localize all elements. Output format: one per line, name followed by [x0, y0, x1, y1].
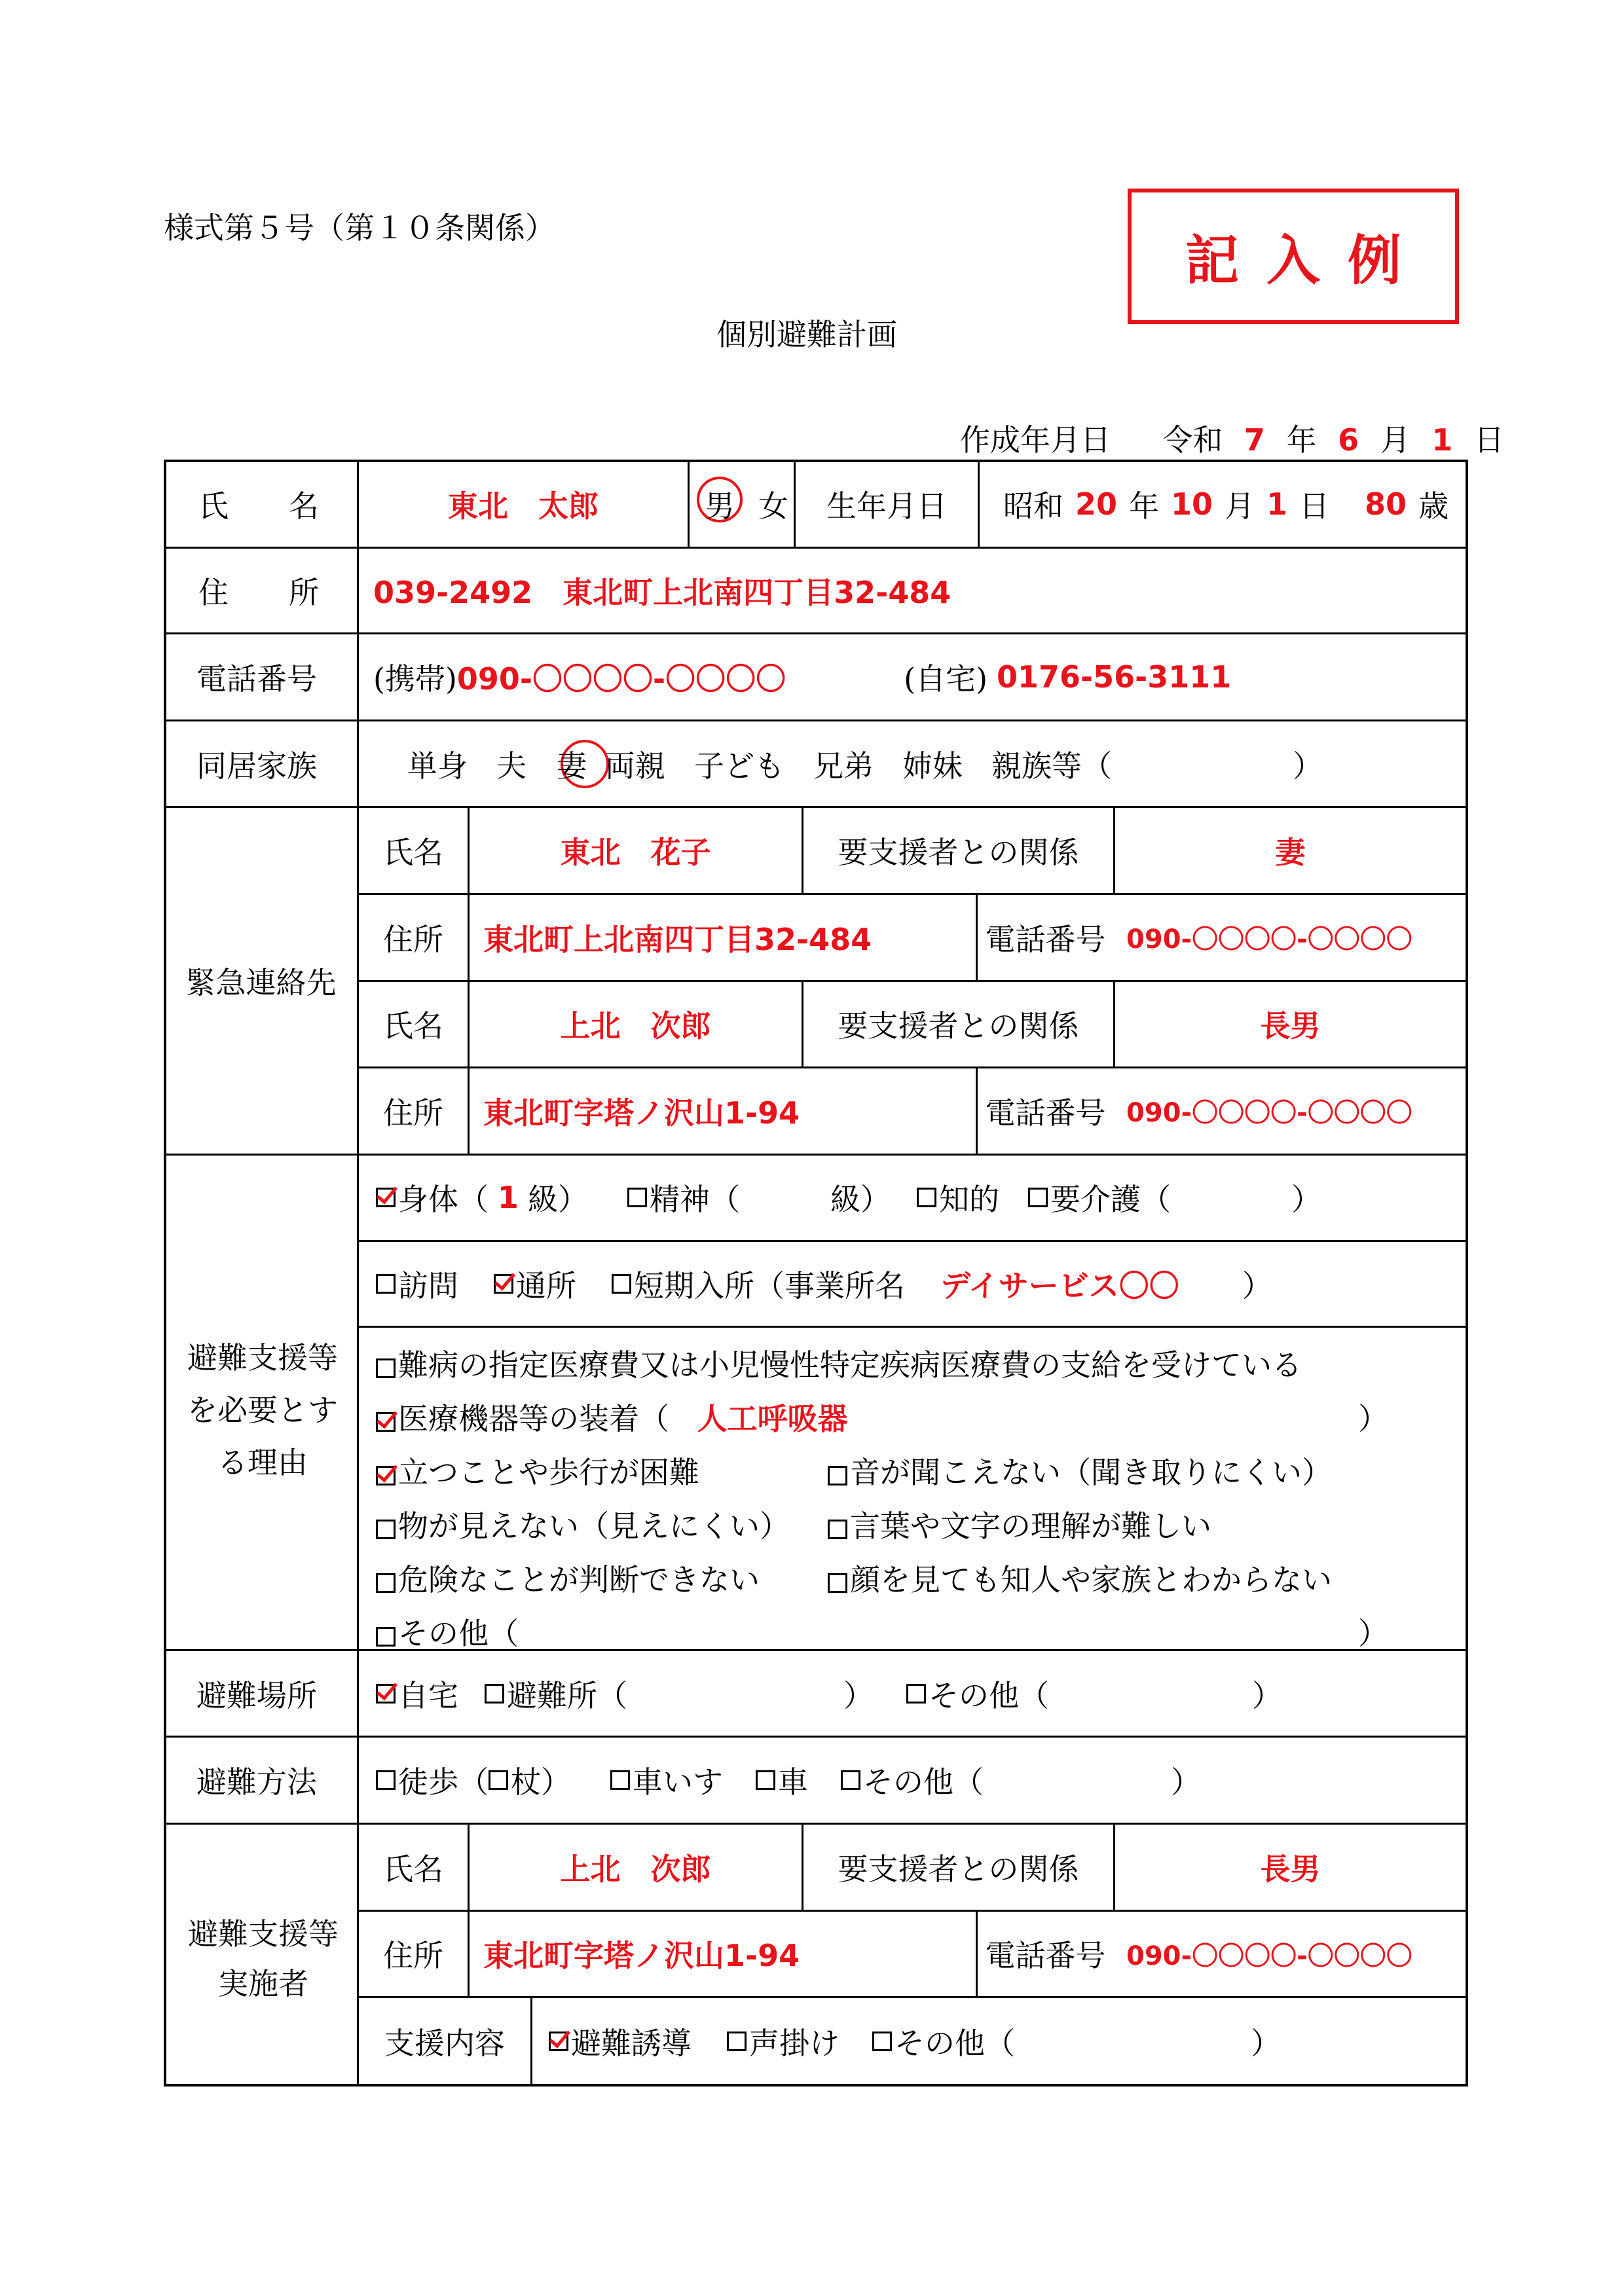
emergency-name-label-2: 氏名	[383, 1008, 443, 1044]
supporter-phone[interactable]: 090-〇〇〇〇-〇〇〇〇	[1126, 1941, 1412, 1971]
recognition-checkbox[interactable]	[828, 1573, 847, 1593]
physical-unit: 級）	[528, 1182, 589, 1217]
supporter-phone-label: 電話番号	[985, 1938, 1106, 1973]
emergency-relation-label: 要支援者との関係	[838, 834, 1079, 870]
birth-year-unit: 年	[1129, 488, 1160, 524]
name-label: 氏 名	[198, 488, 319, 524]
supporter-name-label: 氏名	[383, 1851, 443, 1887]
emergency-2-name[interactable]: 上北 次郎	[560, 1008, 711, 1044]
supporter-label-line-1: 避難支援等	[188, 1916, 339, 1952]
support-content-label: 支援内容	[384, 2025, 505, 2061]
address-label: 住 所	[198, 575, 319, 610]
family-options	[407, 721, 1323, 807]
car-checkbox[interactable]	[756, 1770, 775, 1790]
emergency-name-label: 氏名	[383, 834, 443, 870]
created-date-label: 作成年月日	[960, 422, 1111, 458]
supporter-label	[172, 1909, 355, 2009]
method-other-label: その他（	[863, 1764, 984, 1800]
visit-label: 訪問	[398, 1268, 458, 1303]
mobile-label: (携帯)	[373, 661, 457, 697]
family-parents[interactable]: 両親	[605, 748, 665, 784]
care-checkbox[interactable]	[1028, 1188, 1048, 1207]
emergency-phone-label-2: 電話番号	[985, 1095, 1106, 1131]
emergency-1-name[interactable]: 東北 花子	[560, 834, 711, 870]
danger-label: 危険なことが判断できない	[398, 1562, 760, 1597]
reason-label	[177, 1332, 348, 1489]
cane-label: 杖）	[511, 1764, 571, 1800]
sex-male[interactable]: 男	[705, 488, 735, 524]
age[interactable]: 80	[1365, 486, 1407, 522]
family-single[interactable]: 単身	[407, 748, 468, 784]
emergency-2-phone[interactable]: 090-〇〇〇〇-〇〇〇〇	[1126, 1098, 1412, 1128]
family-brothers[interactable]: 兄弟	[813, 748, 874, 784]
name-value[interactable]: 東北 太郎	[448, 488, 599, 524]
family-children[interactable]: 子ども	[694, 748, 784, 784]
danger-checkbox[interactable]	[376, 1573, 396, 1593]
device-checkbox[interactable]	[376, 1412, 396, 1432]
place-home-label: 自宅	[398, 1677, 458, 1713]
call-label: 声掛け	[749, 2025, 840, 2061]
emergency-2-relation[interactable]: 長男	[1260, 1008, 1321, 1044]
language-checkbox[interactable]	[828, 1520, 847, 1539]
wheelchair-label: 車いす	[633, 1764, 723, 1800]
birth-era: 昭和	[1003, 488, 1063, 524]
age-unit: 歳	[1418, 488, 1449, 524]
guide-checkbox[interactable]	[549, 2032, 568, 2051]
reason-item-row-3	[376, 1553, 1456, 1607]
reason-item-row-2	[376, 1499, 1456, 1553]
family-relatives[interactable]: 親族等（ ）	[991, 748, 1323, 784]
phone-values	[373, 634, 1231, 720]
method-other-close: ）	[1171, 1764, 1201, 1800]
emergency-label: 緊急連絡先	[185, 965, 337, 1000]
place-label: 避難場所	[196, 1677, 317, 1713]
birth-label: 生年月日	[826, 488, 947, 524]
reason-other-close: ）	[1358, 1616, 1388, 1651]
place-shelter-close: ）	[843, 1677, 874, 1713]
form-number: 様式第５号（第１０条関係）	[164, 210, 555, 246]
place-shelter-label: 避難所（	[507, 1677, 627, 1713]
intractable-row	[376, 1338, 1456, 1392]
created-date-era: 令和	[1162, 422, 1223, 458]
car-label: 車	[778, 1764, 808, 1800]
mental-label: 精神（ 級）	[650, 1182, 891, 1217]
created-date-year[interactable]: 7	[1244, 422, 1265, 458]
home-label: (自宅)	[904, 661, 988, 697]
place-other-checkbox[interactable]	[906, 1684, 926, 1704]
supporter-name[interactable]: 上北 次郎	[560, 1851, 711, 1887]
supporter-address[interactable]: 東北町字塔ノ沢山1-94	[483, 1938, 800, 1973]
emergency-phone-label: 電話番号	[985, 921, 1106, 957]
year-unit: 年	[1286, 422, 1317, 458]
family-wife[interactable]: 妻	[557, 748, 587, 784]
walking-label: 立つことや歩行が困難	[398, 1455, 699, 1490]
hearing-checkbox[interactable]	[828, 1466, 847, 1485]
support-content-row	[549, 1997, 1281, 2085]
vision-label: 物が見えない（見えにくい）	[398, 1508, 790, 1544]
support-other-close: ）	[1251, 2025, 1281, 2061]
reason-label-line-3: る理由	[217, 1445, 308, 1480]
physical-label: 身体（	[398, 1182, 489, 1217]
shortstay-label: 短期入所（事業所名	[634, 1268, 905, 1303]
intellectual-checkbox[interactable]	[917, 1188, 936, 1207]
intractable-label: 難病の指定医療費又は小児慢性特定疾病医療費の支給を受けている	[398, 1347, 1302, 1383]
support-other-label: その他（	[895, 2025, 1015, 2061]
intellectual-label: 知的	[939, 1182, 1000, 1217]
method-label: 避難方法	[196, 1764, 317, 1800]
created-date-month[interactable]: 6	[1338, 422, 1359, 458]
emergency-2-address[interactable]: 東北町字塔ノ沢山1-94	[483, 1095, 800, 1131]
mental-checkbox[interactable]	[627, 1188, 647, 1207]
supporter-label-line-2: 実施者	[218, 1966, 308, 2001]
home-value[interactable]: 0176-56-3111	[997, 659, 1232, 695]
device-row	[376, 1392, 1456, 1446]
intractable-checkbox[interactable]	[376, 1358, 396, 1378]
mobile-value[interactable]: 090-〇〇〇〇-〇〇〇〇	[456, 661, 786, 697]
birth-date	[1003, 461, 1449, 547]
device-close: ）	[1358, 1401, 1388, 1436]
created-date-day[interactable]: 1	[1431, 422, 1453, 458]
supporter-relation[interactable]: 長男	[1260, 1851, 1321, 1887]
reason-other-label: その他（	[398, 1616, 519, 1651]
birth-year[interactable]: 20	[1075, 486, 1118, 522]
month-unit: 月	[1380, 422, 1411, 458]
reason-label-line-1: 避難支援等	[187, 1340, 338, 1376]
walk-label: 徒歩（	[398, 1764, 489, 1800]
recognition-label: 顔を見ても知人や家族とわからない	[850, 1562, 1332, 1597]
supporter-relation-label: 要支援者との関係	[838, 1851, 1079, 1887]
sex-female[interactable]: 女	[758, 488, 788, 524]
device-label: 医療機器等の装着（	[398, 1401, 669, 1436]
wheelchair-checkbox[interactable]	[610, 1770, 630, 1790]
page-title: 個別避難計画	[716, 317, 897, 352]
birth-month-unit: 月	[1225, 488, 1255, 524]
place-row	[376, 1650, 1463, 1736]
created-date	[960, 416, 1504, 460]
method-row	[376, 1737, 1201, 1823]
day-unit: 日	[1474, 422, 1505, 458]
place-home-checkbox[interactable]	[376, 1684, 396, 1704]
shortstay-checkbox[interactable]	[612, 1274, 631, 1294]
daycare-label: 通所	[516, 1268, 576, 1303]
place-other-label: その他（	[929, 1677, 1049, 1713]
facility-close: ）	[1242, 1268, 1272, 1303]
reason-other-checkbox[interactable]	[376, 1627, 396, 1647]
services-row	[376, 1241, 1272, 1326]
physical-grade[interactable]: 1	[498, 1180, 519, 1215]
walking-checkbox[interactable]	[376, 1466, 396, 1485]
birth-day[interactable]: 1	[1266, 486, 1288, 522]
place-shelter-checkbox[interactable]	[485, 1684, 504, 1704]
daycare-checkbox[interactable]	[494, 1274, 513, 1294]
family-husband[interactable]: 夫	[496, 748, 526, 784]
cane-checkbox[interactable]	[489, 1770, 508, 1790]
emergency-relation-label-2: 要支援者との関係	[838, 1008, 1079, 1044]
supporter-address-label: 住所	[383, 1938, 443, 1973]
hearing-label: 音が聞こえない（聞き取りにくい）	[850, 1455, 1332, 1490]
reason-item-row-1	[376, 1446, 1456, 1499]
emergency-1-address[interactable]: 東北町上北南四丁目32-484	[483, 921, 872, 957]
visit-checkbox[interactable]	[376, 1274, 396, 1294]
guide-label: 避難誘導	[571, 2025, 692, 2061]
method-other-checkbox[interactable]	[841, 1770, 860, 1790]
birth-month[interactable]: 10	[1171, 486, 1213, 522]
phone-label: 電話番号	[196, 661, 317, 697]
place-other-close: ）	[1252, 1677, 1282, 1713]
disability-row	[376, 1155, 1321, 1240]
emergency-1-phone[interactable]: 090-〇〇〇〇-〇〇〇〇	[1126, 924, 1412, 955]
emergency-address-label-2: 住所	[383, 1095, 443, 1131]
address-value[interactable]: 039-2492 東北町上北南四丁目32-484	[373, 575, 951, 610]
language-label: 言葉や文字の理解が難しい	[850, 1508, 1211, 1544]
physical-checkbox[interactable]	[376, 1188, 396, 1207]
device-value[interactable]: 人工呼吸器	[697, 1401, 848, 1436]
sample-stamp: 記入例	[1128, 189, 1459, 324]
emergency-1-relation[interactable]: 妻	[1275, 834, 1306, 870]
call-checkbox[interactable]	[727, 2032, 747, 2051]
reason-items	[376, 1338, 1456, 1660]
support-other-checkbox[interactable]	[872, 2032, 892, 2051]
emergency-address-label: 住所	[383, 921, 443, 957]
vision-checkbox[interactable]	[376, 1520, 396, 1539]
walk-checkbox[interactable]	[376, 1770, 396, 1790]
birth-day-unit: 日	[1299, 488, 1330, 524]
family-label: 同居家族	[196, 748, 317, 784]
facility-name[interactable]: デイサービス〇〇	[940, 1268, 1179, 1303]
reason-label-line-2: を必要とす	[187, 1393, 338, 1428]
care-label: 要介護（ ）	[1050, 1182, 1322, 1217]
family-sisters[interactable]: 姉妹	[902, 748, 963, 784]
